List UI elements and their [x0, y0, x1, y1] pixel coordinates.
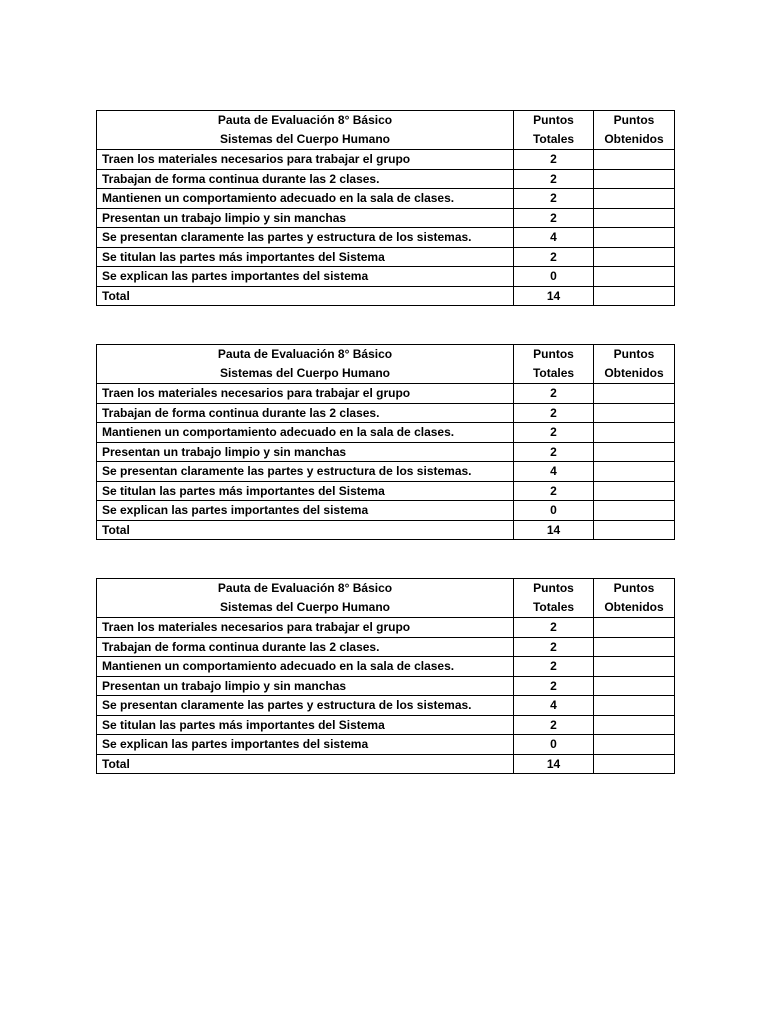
header-obtenidos-line-1: Puntos	[613, 113, 655, 127]
criterion-points: 4	[514, 696, 594, 716]
header-puntos-totales	[514, 579, 594, 618]
criterion-label: Mantienen un comportamiento adecuado en la sala de clases.	[97, 423, 514, 443]
criterion-points: 2	[514, 715, 594, 735]
header-obtenidos-line-2: Obtenidos	[604, 366, 664, 380]
obtained-points-cell	[594, 228, 675, 248]
title-line-2: Sistemas del Cuerpo Humano	[219, 366, 391, 380]
criterion-points: 2	[514, 384, 594, 404]
criterion-label: Trabajan de forma continua durante las 2 clases.	[97, 403, 514, 423]
criterion-points: 4	[514, 462, 594, 482]
obtained-points-cell	[594, 657, 675, 677]
total-points: 14	[514, 286, 594, 306]
criterion-row	[97, 481, 675, 501]
criterion-row	[97, 715, 675, 735]
header-row	[97, 345, 675, 384]
obtained-points-cell	[594, 442, 675, 462]
obtained-points-cell	[594, 384, 675, 404]
criterion-points: 2	[514, 618, 594, 638]
total-obtained-cell	[594, 754, 675, 774]
criterion-row	[97, 189, 675, 209]
criterion-label: Se explican las partes importantes del sistema	[97, 267, 514, 287]
criterion-row	[97, 657, 675, 677]
header-puntos-obtenidos	[594, 111, 675, 150]
criterion-row	[97, 696, 675, 716]
total-obtained-cell	[594, 520, 675, 540]
criterion-label: Se titulan las partes más importantes del Sistema	[97, 715, 514, 735]
criterion-points: 0	[514, 267, 594, 287]
criterion-label: Traen los materiales necesarios para trabajar el grupo	[97, 150, 514, 170]
criterion-label: Se explican las partes importantes del sistema	[97, 735, 514, 755]
criterion-row	[97, 267, 675, 287]
header-row	[97, 579, 675, 618]
criterion-label: Traen los materiales necesarios para trabajar el grupo	[97, 618, 514, 638]
obtained-points-cell	[594, 169, 675, 189]
criterion-label: Presentan un trabajo limpio y sin manchas	[97, 208, 514, 228]
total-row	[97, 520, 675, 540]
obtained-points-cell	[594, 150, 675, 170]
rubric-table-1	[96, 110, 675, 306]
obtained-points-cell	[594, 462, 675, 482]
criterion-points: 2	[514, 247, 594, 267]
header-puntos-obtenidos	[594, 345, 675, 384]
criterion-points: 2	[514, 169, 594, 189]
criterion-row	[97, 208, 675, 228]
obtained-points-cell	[594, 715, 675, 735]
rubric-title	[97, 579, 514, 618]
header-row	[97, 111, 675, 150]
title-line-1: Pauta de Evaluación 8° Básico	[217, 347, 393, 361]
criterion-row	[97, 735, 675, 755]
criterion-row	[97, 247, 675, 267]
criterion-row	[97, 403, 675, 423]
header-puntos-totales	[514, 345, 594, 384]
criterion-points: 2	[514, 423, 594, 443]
criterion-label: Se explican las partes importantes del sistema	[97, 501, 514, 521]
obtained-points-cell	[594, 676, 675, 696]
header-totales-line-2: Totales	[532, 366, 575, 380]
rubric-table-3	[96, 578, 675, 774]
obtained-points-cell	[594, 618, 675, 638]
criterion-points: 2	[514, 676, 594, 696]
header-obtenidos-line-2: Obtenidos	[604, 600, 664, 614]
criterion-points: 2	[514, 481, 594, 501]
criterion-label: Se presentan claramente las partes y estructura de los sistemas.	[97, 696, 514, 716]
total-points: 14	[514, 754, 594, 774]
title-line-2: Sistemas del Cuerpo Humano	[219, 132, 391, 146]
obtained-points-cell	[594, 735, 675, 755]
header-puntos-totales	[514, 111, 594, 150]
criterion-row	[97, 423, 675, 443]
obtained-points-cell	[594, 267, 675, 287]
criterion-row	[97, 676, 675, 696]
criterion-label: Trabajan de forma continua durante las 2 clases.	[97, 169, 514, 189]
header-obtenidos-line-1: Puntos	[613, 347, 655, 361]
criterion-row	[97, 501, 675, 521]
obtained-points-cell	[594, 247, 675, 267]
header-obtenidos-line-1: Puntos	[613, 581, 655, 595]
criterion-label: Mantienen un comportamiento adecuado en la sala de clases.	[97, 657, 514, 677]
header-totales-line-1: Puntos	[533, 113, 574, 127]
obtained-points-cell	[594, 189, 675, 209]
total-label: Total	[97, 286, 514, 306]
total-row	[97, 754, 675, 774]
header-puntos-obtenidos	[594, 579, 675, 618]
header-totales-line-1: Puntos	[533, 347, 574, 361]
obtained-points-cell	[594, 208, 675, 228]
criterion-row	[97, 442, 675, 462]
criterion-row	[97, 462, 675, 482]
criterion-row	[97, 637, 675, 657]
criterion-points: 2	[514, 442, 594, 462]
obtained-points-cell	[594, 403, 675, 423]
obtained-points-cell	[594, 696, 675, 716]
total-obtained-cell	[594, 286, 675, 306]
criterion-label: Se titulan las partes más importantes del Sistema	[97, 247, 514, 267]
criterion-points: 2	[514, 403, 594, 423]
criterion-points: 0	[514, 735, 594, 755]
title-line-1: Pauta de Evaluación 8° Básico	[217, 113, 393, 127]
criterion-points: 2	[514, 150, 594, 170]
header-obtenidos-line-2: Obtenidos	[604, 132, 664, 146]
obtained-points-cell	[594, 637, 675, 657]
total-label: Total	[97, 520, 514, 540]
criterion-label: Presentan un trabajo limpio y sin manchas	[97, 442, 514, 462]
criterion-row	[97, 150, 675, 170]
criterion-points: 2	[514, 657, 594, 677]
total-label: Total	[97, 754, 514, 774]
criterion-label: Se titulan las partes más importantes del Sistema	[97, 481, 514, 501]
criterion-label: Trabajan de forma continua durante las 2 clases.	[97, 637, 514, 657]
header-totales-line-2: Totales	[532, 132, 575, 146]
header-totales-line-1: Puntos	[533, 581, 574, 595]
obtained-points-cell	[594, 481, 675, 501]
header-totales-line-2: Totales	[532, 600, 575, 614]
criterion-row	[97, 228, 675, 248]
obtained-points-cell	[594, 501, 675, 521]
criterion-points: 2	[514, 208, 594, 228]
criterion-label: Se presentan claramente las partes y estructura de los sistemas.	[97, 228, 514, 248]
criterion-row	[97, 618, 675, 638]
criterion-label: Se presentan claramente las partes y estructura de los sistemas.	[97, 462, 514, 482]
criterion-label: Mantienen un comportamiento adecuado en la sala de clases.	[97, 189, 514, 209]
rubric-title	[97, 111, 514, 150]
criterion-points: 2	[514, 637, 594, 657]
total-row	[97, 286, 675, 306]
title-line-2: Sistemas del Cuerpo Humano	[219, 600, 391, 614]
criterion-row	[97, 384, 675, 404]
title-line-1: Pauta de Evaluación 8° Básico	[217, 581, 393, 595]
criterion-points: 0	[514, 501, 594, 521]
criterion-points: 2	[514, 189, 594, 209]
rubric-table-2	[96, 344, 675, 540]
rubric-title	[97, 345, 514, 384]
total-points: 14	[514, 520, 594, 540]
criterion-label: Traen los materiales necesarios para trabajar el grupo	[97, 384, 514, 404]
criterion-label: Presentan un trabajo limpio y sin manchas	[97, 676, 514, 696]
obtained-points-cell	[594, 423, 675, 443]
criterion-row	[97, 169, 675, 189]
criterion-points: 4	[514, 228, 594, 248]
